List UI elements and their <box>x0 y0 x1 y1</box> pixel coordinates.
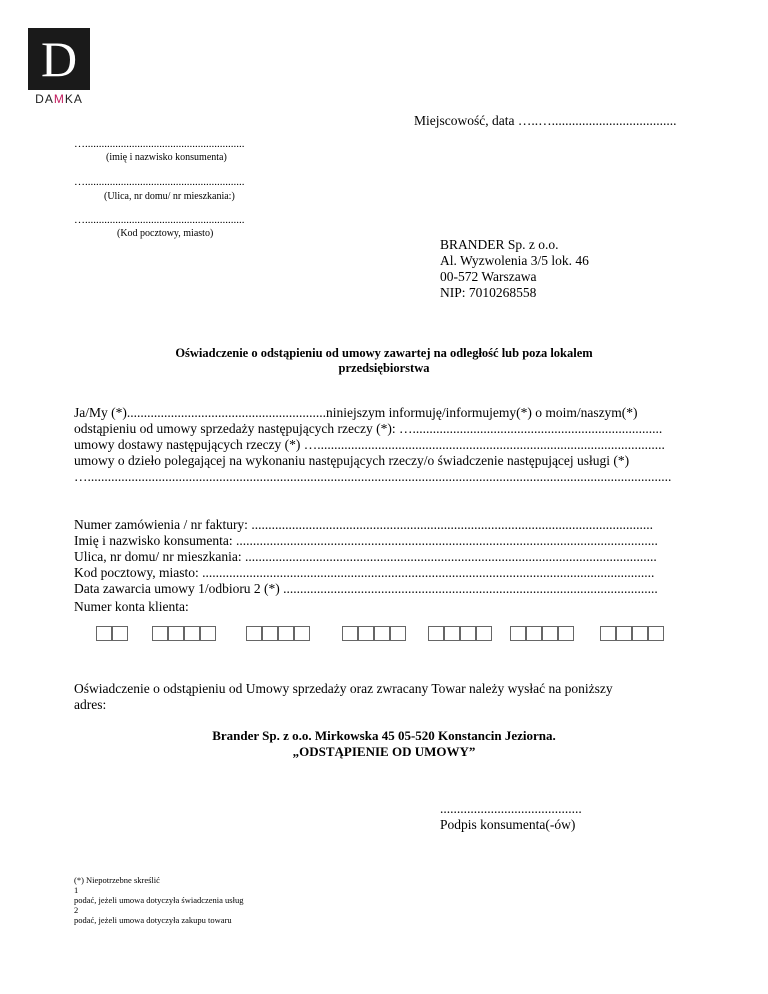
return-instructions-line2: adres: <box>74 697 107 712</box>
account-box-group <box>510 626 576 643</box>
account-digit-box <box>152 626 168 641</box>
account-digit-box <box>294 626 310 641</box>
footnote-marker: 2 <box>74 905 79 915</box>
footnote: podać, jeżeli umowa dotyczyła zakupu towaru <box>74 915 232 925</box>
return-instructions-line1: Oświadczenie o odstąpieniu od Umowy sprzedaży oraz zwracany Towar należy wysłać na poniższy <box>74 681 613 696</box>
recipient-city: 00-572 Warszawa <box>440 269 537 284</box>
name-dots: ….......................................................... <box>74 138 245 150</box>
logo-wordmark: DAMKA <box>35 92 83 106</box>
account-box-group <box>428 626 494 643</box>
account-digit-box <box>262 626 278 641</box>
footnote: (*) Niepotrzebne skreślić <box>74 875 160 885</box>
account-digit-box <box>600 626 616 641</box>
statement-line: Ja/My (*)...........................................................niniejszym informuję/informujemy(*) o moim/naszym(*) <box>74 405 638 420</box>
footnote: podać, jeżeli umowa dotyczyła świadczenia usług <box>74 895 244 905</box>
logo-letter: D <box>40 31 78 87</box>
account-digit-box <box>358 626 374 641</box>
recipient-company: BRANDER Sp. z o.o. <box>440 237 559 252</box>
postal-dots: ….......................................................... <box>74 214 245 226</box>
consumer-name-field: Imię i nazwisko konsumenta: ............................................................................................................................. <box>74 533 658 548</box>
place-date-field: Miejscowość, data …..…..................................... <box>414 113 677 128</box>
contract-date-field: Data zawarcia umowy 1/odbioru 2 (*) ............................................................................................................... <box>74 581 658 596</box>
account-digit-box <box>616 626 632 641</box>
account-digit-box <box>510 626 526 641</box>
account-box-group <box>246 626 312 643</box>
account-digit-box <box>476 626 492 641</box>
postal-city-field: Kod pocztowy, miasto: ...................................................................................................................................... <box>74 565 655 580</box>
account-digit-box <box>112 626 128 641</box>
account-digit-box <box>168 626 184 641</box>
recipient-street: Al. Wyzwolenia 3/5 lok. 46 <box>440 253 589 268</box>
account-label: Numer konta klienta: <box>74 599 189 614</box>
account-digit-box <box>342 626 358 641</box>
account-digit-box <box>444 626 460 641</box>
account-digit-box <box>428 626 444 641</box>
document-title-line1: Oświadczenie o odstąpieniu od umowy zawartej na odległość lub poza lokalem <box>175 346 593 360</box>
name-label: (imię i nazwisko konsumenta) <box>106 152 227 163</box>
account-digit-box <box>374 626 390 641</box>
account-digit-box <box>390 626 406 641</box>
account-digit-box <box>200 626 216 641</box>
account-digit-box <box>184 626 200 641</box>
street-field: Ulica, nr domu/ nr mieszkania: .......................................................................................................................... <box>74 549 657 564</box>
street-label: (Ulica, nr domu/ nr mieszkania:) <box>104 191 235 202</box>
account-digit-box <box>632 626 648 641</box>
signature-label: Podpis konsumenta(-ów) <box>440 817 576 832</box>
statement-line: odstąpieniu od umowy sprzedaży następujących rzeczy (*): ….......................................................................... <box>74 421 663 436</box>
street-dots: ….......................................................... <box>74 176 245 188</box>
statement-line: umowy dostawy następujących rzeczy (*) …....................................................................................................... <box>74 437 665 452</box>
return-address-line2: „ODSTĄPIENIE OD UMOWY” <box>292 744 476 759</box>
account-digit-box <box>526 626 542 641</box>
account-digit-box <box>648 626 664 641</box>
signature-dots: .......................................... <box>440 801 582 816</box>
account-box-group <box>342 626 408 643</box>
account-digit-box <box>542 626 558 641</box>
footnote-marker: 1 <box>74 885 79 895</box>
account-digit-box <box>558 626 574 641</box>
document-title-line2: przedsiębiorstwa <box>338 361 430 375</box>
recipient-nip: NIP: 7010268558 <box>440 285 537 300</box>
account-box-group <box>600 626 666 643</box>
postal-label: (Kod pocztowy, miasto) <box>117 228 214 239</box>
account-digit-box <box>460 626 476 641</box>
order-number-field: Numer zamówienia / nr faktury: ....................................................................................................................... <box>74 517 653 532</box>
statement-line: umowy o dzieło polegającej na wykonaniu następujących rzeczy/o świadczenie następującej usługi (*) <box>74 453 630 468</box>
account-box-group <box>96 626 130 643</box>
account-box-group <box>152 626 218 643</box>
account-digit-box <box>278 626 294 641</box>
account-digit-box <box>96 626 112 641</box>
statement-line: …............................................................................................................................................................................. <box>74 469 672 484</box>
return-address-line1: Brander Sp. z o.o. Mirkowska 45 05-520 Konstancin Jeziorna. <box>212 728 556 743</box>
logo-mark <box>28 28 90 90</box>
account-digit-box <box>246 626 262 641</box>
